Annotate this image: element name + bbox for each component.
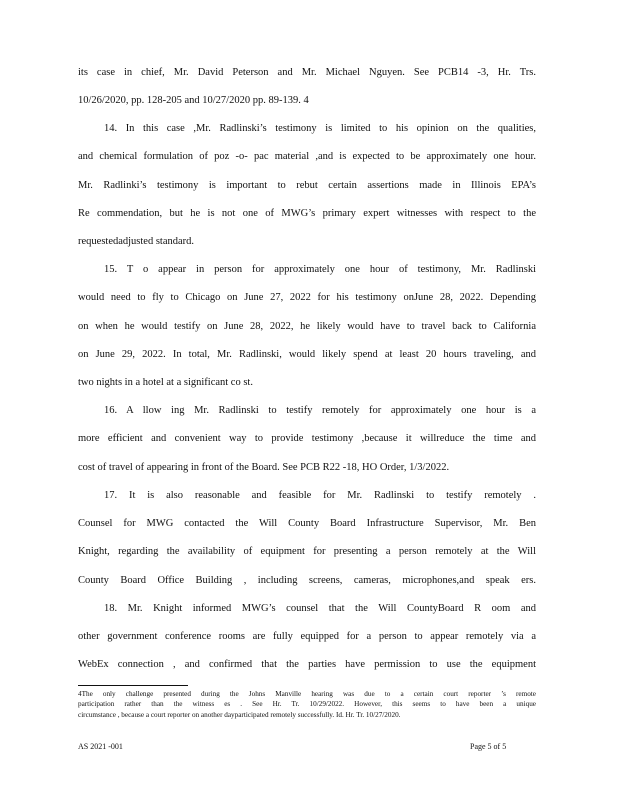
- body-line: WebEx connection , and confirmed that the parties have permission to use the equipment: [78, 659, 536, 670]
- body-line: and chemical formulation of poz -o- pac material ,and is expected to be approximately one hour.: [78, 151, 536, 162]
- paragraph-18-first-line: 18. Mr. Knight informed MWG’s counsel that the Will CountyBoard R oom and: [104, 603, 536, 614]
- body-line: other government conference rooms are fully equipped for a person to appear remotely via a: [78, 631, 536, 642]
- body-line: more efficient and convenient way to provide testimony ,because it willreduce the time and: [78, 433, 536, 444]
- body-line: would need to fly to Chicago on June 27, 2022 for his testimony onJune 28, 2022. Depending: [78, 292, 536, 303]
- body-line: on when he would testify on June 28, 2022, he likely would have to travel back to California: [78, 321, 536, 332]
- body-line: cost of travel of appearing in front of the Board. See PCB R22 -18, HO Order, 1/3/2022.: [78, 462, 450, 473]
- paragraph-16-first-line: 16. A llow ing Mr. Radlinski to testify remotely for approximately one hour is a: [104, 405, 536, 416]
- paragraph-14-first-line: 14. In this case ,Mr. Radlinski’s testimony is limited to his opinion on the qualities,: [104, 123, 536, 134]
- page-number: Page 5 of 5: [470, 742, 507, 751]
- body-line: requestedadjusted standard.: [78, 236, 195, 247]
- footnote-divider: [78, 685, 188, 686]
- paragraph-17-first-line: 17. It is also reasonable and feasible for Mr. Radlinski to testify remotely .: [104, 490, 536, 501]
- paragraph-15-first-line: 15. T o appear in person for approximately one hour of testimony, Mr. Radlinski: [104, 264, 536, 275]
- body-line: 10/26/2020, pp. 128-205 and 10/27/2020 pp. 89-139. 4: [78, 95, 309, 106]
- body-line: Mr. Radlinki’s testimony is important to rebut certain assertions made in Illinois EPA’s: [78, 180, 536, 191]
- footnote-line: 4The only challenge presented during the Johns Manville hearing was due to a certain court reporter ’s remote: [78, 690, 536, 698]
- body-line: Counsel for MWG contacted the Will County Board Infrastructure Supervisor, Mr. Ben: [78, 518, 536, 529]
- body-line: Re commendation, but he is not one of MWG’s primary expert witnesses with respect to the: [78, 208, 536, 219]
- case-number: AS 2021 -001: [78, 742, 123, 751]
- body-line: Knight, regarding the availability of equipment for presenting a person remotely at the Will: [78, 546, 536, 557]
- footnote-line: circumstance , because a court reporter on another dayparticipated remotely successfully. Id. Hr. Tr. 10/27/2020.: [78, 711, 401, 719]
- body-line: County Board Office Building , including screens, cameras, microphones,and speak ers.: [78, 575, 536, 586]
- body-line: two nights in a hotel at a significant co st.: [78, 377, 253, 388]
- body-line: its case in chief, Mr. David Peterson and Mr. Michael Nguyen. See PCB14 -3, Hr. Trs.: [78, 67, 536, 78]
- footnote-line: participation rather than the witness es . See Hr. Tr. 10/29/2022. However, this seems to have been a unique: [78, 700, 536, 708]
- body-line: on June 29, 2022. In total, Mr. Radlinski, would likely spend at least 20 hours traveling, and: [78, 349, 536, 360]
